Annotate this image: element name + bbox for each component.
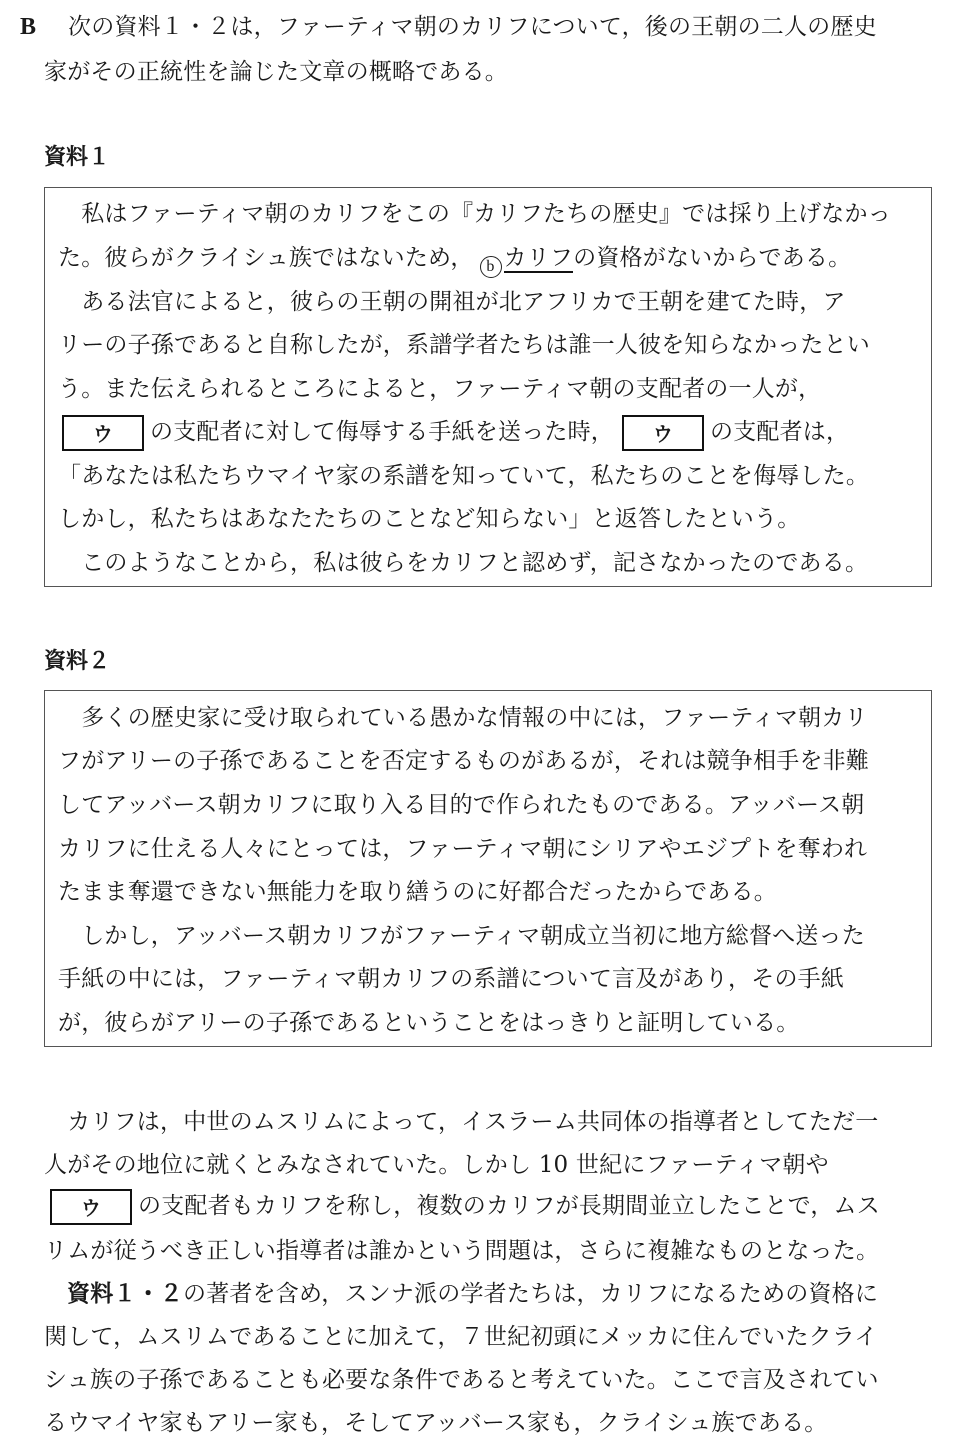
- source1-line-2-rest: の資格がないからである。: [573, 245, 852, 271]
- explanation-line-3-text: の支配者もカリフを称し，複数のカリフが長期間並立したことで，ムス: [138, 1193, 880, 1219]
- source1-line-2: [58, 243, 851, 278]
- source1-heading: 資料１: [44, 145, 111, 170]
- explanation-line-1: カリフは，中世のムスリムによって，イスラーム共同体の指導者としてただ一: [44, 1109, 879, 1135]
- source2-line-6: しかし，アッバース朝カリフがファーティマ朝成立当初に地方総督へ送った: [58, 923, 865, 949]
- source1-line-9: このようなことから，私は彼らをカリフと認めず，記さなかったのである。: [58, 550, 869, 576]
- blank-box-u: ウ: [62, 415, 144, 451]
- explanation-line-5: [44, 1279, 878, 1309]
- explanation-line-6: 関して，ムスリムであることに加えて，７世紀初頭にメッカに住んでいたクライ: [44, 1324, 878, 1350]
- explanation-line-5-text: の著者を含め，スンナ派の学者たちは，カリフになるための資格に: [183, 1281, 879, 1307]
- source1-line-6-text: の支配者に対して侮辱する手紙を送った時，: [150, 419, 614, 445]
- source1-line-2-text: た。彼らがクライシュ族ではないため，: [58, 245, 474, 271]
- blank-box-u: ウ: [50, 1189, 132, 1225]
- source2-line-4: カリフに仕える人々にとっては，ファーティマ朝にシリアやエジプトを奪われ: [58, 836, 868, 862]
- underline-marker-b: b: [480, 256, 502, 278]
- source1-line-6: [62, 415, 849, 451]
- intro-line-1: 次の資料１・２は，ファーティマ朝のカリフについて，後の王朝の二人の歴史: [68, 14, 877, 40]
- source2-line-5: たまま奪還できない無能力を取り繕うのに好都合だったからである。: [58, 879, 777, 905]
- source2-line-1: 多くの歴史家に受け取られている愚かな情報の中には，ファーティマ朝カリ: [58, 705, 868, 731]
- explanation-line-3: [50, 1189, 880, 1225]
- source2-line-8: が，彼らがアリーの子孫であるということをはっきりと証明している。: [58, 1010, 800, 1036]
- source2-heading: 資料２: [44, 649, 111, 674]
- explanation-line-4: リムが従うべき正しい指導者は誰かという問題は，さらに複雑なものとなった。: [44, 1238, 880, 1264]
- underlined-term-caliph: カリフ: [503, 245, 574, 271]
- explanation-line-8: るウマイヤ家もアリー家も，そしてアッバース家も，クライシュ族である。: [44, 1410, 828, 1436]
- source1-line-7: 「あなたは私たちウマイヤ家の系譜を知っていて，私たちのことを侮辱した。: [58, 463, 870, 489]
- source1-line-3: ある法官によると，彼らの王朝の開祖が北アフリカで王朝を建てた時，ア: [58, 289, 846, 315]
- explanation-line-7: シュ族の子孫であることも必要な条件であると考えていた。ここで言及されてい: [44, 1367, 879, 1393]
- source2-line-7: 手紙の中には，ファーティマ朝カリフの系譜について言及があり，その手紙: [58, 966, 845, 992]
- source1-line-1: 私はファーティマ朝のカリフをこの『カリフたちの歴史』では採り上げなかっ: [58, 201, 891, 227]
- source2-line-2: フがアリーの子孫であることを否定するものがあるが，それは競争相手を非難: [58, 748, 870, 774]
- source-reference-bold: 資料１・２: [67, 1281, 183, 1307]
- source1-line-8: しかし，私たちはあなたたちのことなど知らない」と返答したという。: [58, 506, 801, 532]
- source1-line-4: リーの子孫であると自称したが，系譜学者たちは誰一人彼を知らなかったとい: [58, 332, 870, 358]
- intro-line-2: 家がその正統性を論じた文章の概略である。: [44, 59, 508, 85]
- explanation-line-2: 人がその地位に就くとみなされていた。しかし 10 世紀にファーティマ朝や: [44, 1152, 829, 1178]
- source1-line-6-rest: の支配者は，: [710, 419, 850, 445]
- blank-box-u: ウ: [622, 415, 704, 451]
- source2-line-3: してアッバース朝カリフに取り入る目的で作られたものである。アッバース朝: [58, 792, 865, 818]
- question-label: B: [20, 14, 37, 40]
- source1-line-5: う。また伝えられるところによると，ファーティマ朝の支配者の一人が，: [58, 376, 822, 402]
